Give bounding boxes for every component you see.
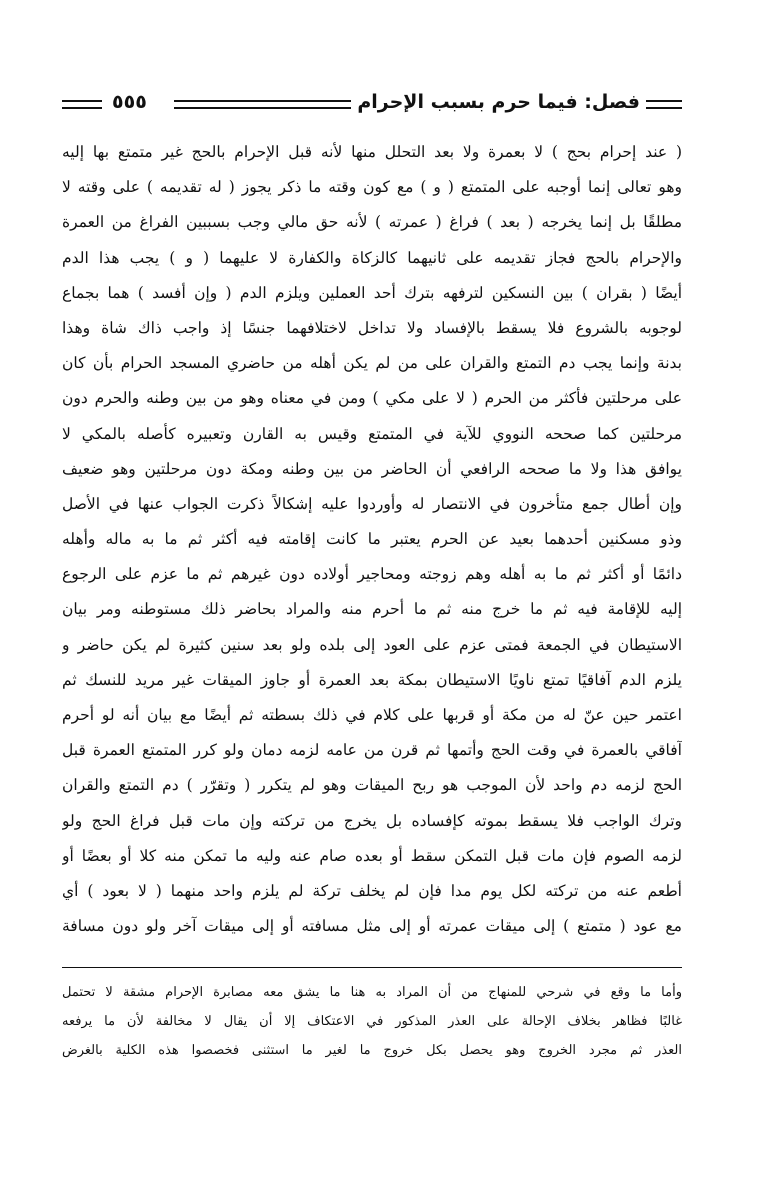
footnote <box>62 978 682 1065</box>
text-line: أيضًا ( بقران ) بين النسكين لترفهه بترك أحد العملين ويلزم الدم ( وإن أفسد ) هما بجماع <box>62 283 682 302</box>
text-line: الحج لزمه دم واحد لأن الموجب هو ربح الميقات وهو لم يتكرر ( وتقرّر ) دم التمتع والقران <box>62 776 682 795</box>
text-line: يلزم الدم آفاقيًا تمتع ناويًا الاستيطان بمكة بعد العمرة أو جاوز الميقات غير مريد للنسك ثم <box>62 670 682 689</box>
text-line: لزمه الصوم فإن مات قبل التمكن سقط أو بعده صام عنه وليه ما تمكن منه كلا أو بعضًا أو <box>62 846 682 865</box>
text-line: مرحلتين كما صححه النووي للآية في المتمتع وقيس به القارن وتعبيره كأصله بالمكي لا <box>62 424 682 443</box>
main-text <box>62 135 682 944</box>
text-line: مع عود ( متمتع ) إلى ميقات عمرته أو إلى مثل مسافته أو إلى ميقات آخر ولو دون مسافة <box>62 917 682 936</box>
text-line: يوافق هذا ولا ما صححه الرافعي أن الحاضر من بين وطنه ومكة دون مرحلتين وهو ضعيف <box>62 459 682 478</box>
running-header <box>62 90 682 116</box>
footnote-line: العذر ثم مجرد الخروج وهو يحصل بكل خروج ما لغير ما استثنى فخصصوا هذه الكلية بالغرض <box>62 1043 682 1058</box>
text-line: لوجوبه بالشروع فلا يسقط بالإفساد ولا تداخل لاختلافهما جنسًا إذ واجب ذاك شاة وهذا <box>62 318 682 337</box>
text-line: أطعم عنه من تركته لكل يوم مدا فإن لم يخلف تركة لم يلزم واحد منهما ( لا بعود ) أي <box>62 881 682 900</box>
page-number: ٥٥٥ <box>106 90 153 114</box>
footnote-line: غالبًا فظاهر بخلاف الإحالة على العذر المذكور في الاعتكاف إلا أن يقال لا مخالفة لأن ما يرفعه <box>62 1014 682 1029</box>
text-line: وترك الواجب فلا يسقط بموته كإفساده بل يخرج من تركته وإن مات قبل فراغ الحج ولو <box>62 811 682 830</box>
text-line: دائمًا أو أكثر ثم ما به أهله وهم زوجته ومحاجير أولاده دون غيرهم ثم ما عزم على الرجوع <box>62 565 682 584</box>
text-line: بدنة وإنما يجب دم التمتع والقران على من لم يكن أهله من حاضري المسجد الحرام بأن كان <box>62 354 682 373</box>
text-line: ( عند إحرام بحج ) لا بعمرة ولا بعد التحلل منها لأنه قبل الإحرام بالحج غير متمتع بها إليه <box>62 143 682 161</box>
header-ornament-rule <box>646 100 682 109</box>
text-line: والإحرام بالحج فجاز تقديمه على ثانيهما كالزكاة والكفارة لا عليهما ( و ) يجب هذا الدم <box>62 248 682 267</box>
text-line: وإن أطال جمع متأخرون في الانتصار له وأوردوا عليه إشكالاً ذكرت الجواب عنها في الأصل <box>62 494 682 513</box>
header-ornament-rule <box>174 100 362 109</box>
text-line: وهو تعالى إنما أوجبه على المتمتع ( و ) مع كون وقته ما ذكر يجوز ( له تقديمه ) على وقته لا <box>62 178 682 197</box>
text-line: الاستيطان في الجمعة فمتى عزم على العود إلى بلده ولو بعد سنين كثيرة لم يكن حاضر و <box>62 635 682 654</box>
header-title: فصل: فيما حرم بسبب الإحرام <box>351 90 646 114</box>
text-line: اعتمر حين عنّ له من مكة أو قربها على كلام في ذلك بسطته ثم أيضًا مع بيان أنه لو أحرم <box>62 706 682 724</box>
text-line: آفاقي بالعمرة في وقت الحج وأتمها ثم قرن من عامه لزمه دمان ولو كرر المتمتع العمرة قبل <box>62 741 682 760</box>
footnote-separator <box>62 967 682 968</box>
text-line: وذو مسكنين أحدهما بعيد عن الحرم يعتبر ما كانت إقامته فيه أكثر ثم ما به ماله وأهله <box>62 530 682 549</box>
header-ornament-rule <box>62 100 102 109</box>
text-line: على مرحلتين فأكثر من الحرم ( لا على مكي ) ومن في معناه وهو من بين وطنه والحرم دون <box>62 389 682 408</box>
text-line: مطلقًا بل إنما يخرجه ( بعد ) فراغ ( عمرته ) لأنه حق مالي وجب بسببين الفراغ من العمرة <box>62 213 682 232</box>
footnote-line: وأما ما وقع في شرحي للمنهاج من أن المراد به هنا ما يشق معه مصابرة الإحرام مشقة لا تحتمل <box>62 985 682 1000</box>
text-line: إليه للإقامة فيه ثم ما خرج منه ثم ما أحرم منه والمراد بحاضر ذلك مستوطنه ومر بيان <box>62 600 682 619</box>
